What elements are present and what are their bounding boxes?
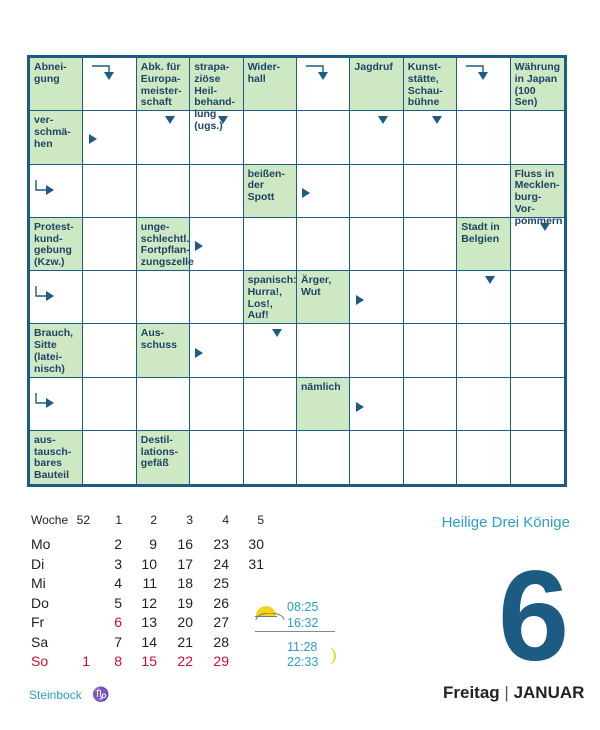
- clue-cell: [244, 58, 297, 111]
- clue-text: ver- schmä- hen: [34, 114, 71, 150]
- answer-cell[interactable]: [404, 324, 457, 377]
- answer-cell[interactable]: [297, 324, 350, 377]
- clue-text: aus- tausch- bares Bauteil: [34, 433, 72, 482]
- arrow-right-icon: [195, 348, 203, 358]
- clue-text: Wider- hall: [247, 61, 281, 85]
- clue-cell: [137, 58, 190, 111]
- weekday-label: Fr: [31, 614, 45, 630]
- arrow-down-icon: [165, 116, 175, 124]
- clue-cell: [244, 271, 297, 324]
- answer-cell[interactable]: [190, 271, 243, 324]
- answer-cell[interactable]: [83, 324, 136, 377]
- moonrise-time: 11:28: [287, 640, 318, 654]
- answer-cell[interactable]: [244, 378, 297, 431]
- bent-arrow-icon: [34, 284, 60, 306]
- answer-cell[interactable]: [511, 324, 564, 377]
- clue-cell: [30, 218, 83, 271]
- clue-cell: [350, 58, 403, 111]
- week-number: 1: [115, 513, 122, 527]
- calendar-date: 12: [141, 594, 157, 611]
- answer-cell[interactable]: [511, 271, 564, 324]
- answer-cell[interactable]: [244, 324, 297, 377]
- answer-cell[interactable]: [83, 378, 136, 431]
- answer-cell[interactable]: [244, 431, 297, 484]
- clue-text: unge- schlechtl. Fortpflan- zungszelle: [140, 220, 194, 269]
- bent-arrow-icon: [304, 60, 330, 82]
- zodiac-name: Steinbock: [29, 688, 82, 702]
- clue-cell: [30, 431, 83, 484]
- clue-text: Aus- schuss: [140, 327, 177, 352]
- calendar-date: 8: [114, 653, 122, 669]
- answer-cell[interactable]: [457, 271, 510, 324]
- arrow-down-icon: [485, 276, 495, 284]
- answer-cell[interactable]: [137, 378, 190, 431]
- calendar-date: 3: [114, 555, 122, 572]
- bent-arrow-icon: [34, 391, 60, 413]
- calendar-date: 17: [177, 555, 193, 572]
- arrow-right-icon: [195, 241, 203, 251]
- clue-cell: [511, 165, 564, 227]
- clue-text: Ärger, Wut: [301, 274, 332, 298]
- calendar-date: 11: [142, 575, 157, 591]
- calendar-date: 1: [82, 653, 90, 669]
- week-number: 3: [186, 513, 193, 527]
- bent-arrow-icon: [464, 60, 490, 82]
- clue-cell: [457, 218, 510, 271]
- clue-text: Protest- kund- gebung (Kzw.): [34, 220, 74, 269]
- calendar-date: 28: [213, 633, 229, 650]
- crossword-grid: [27, 55, 567, 487]
- clue-text: Abk. für Europa- meister- schaft: [140, 61, 182, 109]
- answer-cell[interactable]: [404, 218, 457, 271]
- moon-icon: [324, 646, 338, 666]
- sunset-arc-icon: [255, 613, 285, 621]
- arrow-down-icon: [272, 329, 282, 337]
- answer-cell[interactable]: [457, 378, 510, 431]
- clue-cell: [511, 58, 564, 111]
- weekday-label: Sa: [31, 633, 49, 650]
- clue-text: Währung in Japan (100 Sen): [514, 61, 561, 109]
- zodiac-icon: ♑: [92, 686, 110, 702]
- clue-text: Kunst- stätte, Schau- bühne: [407, 61, 443, 109]
- weekday: Freitag: [443, 683, 500, 702]
- answer-cell[interactable]: [350, 165, 403, 218]
- answer-cell[interactable]: [350, 324, 403, 377]
- answer-cell[interactable]: [350, 431, 403, 484]
- answer-cell[interactable]: [297, 431, 350, 484]
- calendar-date: 22: [177, 653, 193, 669]
- answer-cell[interactable]: [137, 271, 190, 324]
- calendar-date: 23: [213, 536, 229, 552]
- weekday-label: Do: [31, 594, 49, 611]
- answer-cell[interactable]: [137, 111, 190, 164]
- answer-cell[interactable]: [404, 111, 457, 164]
- calendar-date: 9: [149, 536, 157, 552]
- calendar-date: 5: [114, 594, 122, 611]
- clue-cell: [190, 58, 243, 132]
- bent-arrow-icon: [90, 60, 116, 82]
- clue-text: Abnei- gung: [34, 61, 67, 85]
- clue-cell: [137, 218, 194, 271]
- clue-text: Jagdruf: [354, 61, 393, 73]
- calendar-date: 27: [213, 614, 229, 630]
- calendar-date: 15: [141, 653, 157, 669]
- calendar-date: 4: [114, 575, 122, 591]
- calendar-date: 18: [177, 575, 193, 591]
- calendar-date: 10: [141, 555, 157, 572]
- calendar-date: 16: [177, 536, 193, 552]
- weekday-month: [443, 683, 584, 703]
- clue-cell: [137, 324, 190, 377]
- answer-cell[interactable]: [511, 111, 564, 164]
- answer-cell[interactable]: [297, 218, 350, 271]
- answer-cell[interactable]: [457, 324, 510, 377]
- bent-arrow-icon: [34, 178, 60, 200]
- answer-cell[interactable]: [404, 271, 457, 324]
- answer-cell[interactable]: [190, 431, 243, 484]
- clue-text: Destil- lations- gefäß: [140, 433, 179, 470]
- week-label: Woche: [31, 513, 69, 527]
- sunset-time: 16:32: [287, 616, 319, 630]
- arrow-right-icon: [89, 134, 97, 144]
- arrow-down-icon: [540, 223, 550, 231]
- clue-text: Brauch, Sitte (latei- nisch): [34, 327, 74, 375]
- weekday-label: Mo: [31, 536, 51, 552]
- calendar-date: 19: [177, 594, 193, 611]
- clue-cell: [297, 378, 350, 431]
- answer-cell[interactable]: [297, 111, 350, 164]
- clue-cell: [244, 165, 297, 218]
- answer-cell[interactable]: [457, 431, 510, 484]
- sunrise-time: 08:25: [287, 600, 319, 614]
- answer-cell[interactable]: [404, 431, 457, 484]
- answer-cell[interactable]: [83, 271, 136, 324]
- calendar-date: 21: [177, 633, 193, 650]
- answer-cell[interactable]: [83, 165, 136, 218]
- clue-cell: [137, 431, 190, 484]
- answer-cell[interactable]: [350, 218, 403, 271]
- calendar-date: 6: [114, 614, 122, 630]
- week-number: 5: [257, 513, 264, 527]
- weekday-label: So: [31, 653, 49, 669]
- answer-cell[interactable]: [511, 378, 564, 431]
- calendar-date: 26: [213, 594, 229, 611]
- calendar-date: 24: [213, 555, 229, 572]
- arrow-right-icon: [302, 188, 310, 198]
- answer-cell[interactable]: [404, 165, 457, 218]
- moonset-time: 22:33: [287, 655, 319, 669]
- week-number: 2: [150, 513, 157, 527]
- answer-cell[interactable]: [457, 111, 510, 164]
- answer-cell[interactable]: [190, 111, 243, 164]
- clue-cell: [30, 324, 83, 377]
- calendar-date: 13: [141, 614, 157, 630]
- answer-cell[interactable]: [244, 218, 297, 271]
- calendar-date: 30: [248, 536, 264, 552]
- month: JANUAR: [513, 683, 585, 702]
- clue-cell: [297, 271, 350, 324]
- answer-cell[interactable]: [244, 111, 297, 164]
- answer-cell[interactable]: [83, 218, 136, 271]
- answer-cell[interactable]: [190, 378, 243, 431]
- weekday-label: Di: [31, 555, 45, 572]
- arrow-right-icon: [356, 295, 364, 305]
- separator: |: [504, 683, 509, 702]
- arrow-down-icon: [378, 116, 388, 124]
- day-number: 6: [498, 545, 568, 688]
- calendar-date: 7: [114, 633, 122, 650]
- week-number: 52: [76, 513, 90, 527]
- clue-text: Fluss in Mecklen- burg-Vor- pommern: [514, 167, 563, 227]
- clue-cell: [30, 58, 83, 111]
- clue-text: beißen- der Spott: [247, 167, 285, 204]
- calendar-date: 25: [213, 575, 229, 591]
- clue-text: strapa- ziöse Heil- behand- lung (ugs.): [194, 61, 236, 132]
- answer-cell[interactable]: [83, 431, 136, 484]
- divider: [255, 631, 335, 632]
- week-number: 4: [222, 513, 229, 527]
- arrow-down-icon: [432, 116, 442, 124]
- clue-text: Stadt in Belgien: [461, 220, 500, 245]
- answer-cell[interactable]: [137, 165, 190, 218]
- clue-text: nämlich: [301, 380, 341, 393]
- calendar-date: 14: [141, 633, 157, 650]
- answer-cell[interactable]: [511, 218, 564, 271]
- arrow-down-icon: [218, 116, 228, 124]
- answer-cell[interactable]: [457, 165, 510, 218]
- weekday-label: Mi: [31, 575, 46, 591]
- answer-cell[interactable]: [190, 165, 243, 218]
- clue-text: spanisch: Hurra!, Los!, Auf!: [247, 274, 297, 322]
- answer-cell[interactable]: [511, 431, 564, 484]
- calendar-date: 20: [177, 614, 193, 630]
- arrow-right-icon: [356, 402, 364, 412]
- calendar-date: 29: [213, 653, 229, 669]
- answer-cell[interactable]: [404, 378, 457, 431]
- holiday-name: Heilige Drei Könige: [441, 514, 570, 531]
- clue-cell: [30, 111, 83, 164]
- clue-cell: [404, 58, 457, 111]
- calendar-date: 31: [248, 555, 264, 572]
- calendar-date: 2: [114, 536, 122, 552]
